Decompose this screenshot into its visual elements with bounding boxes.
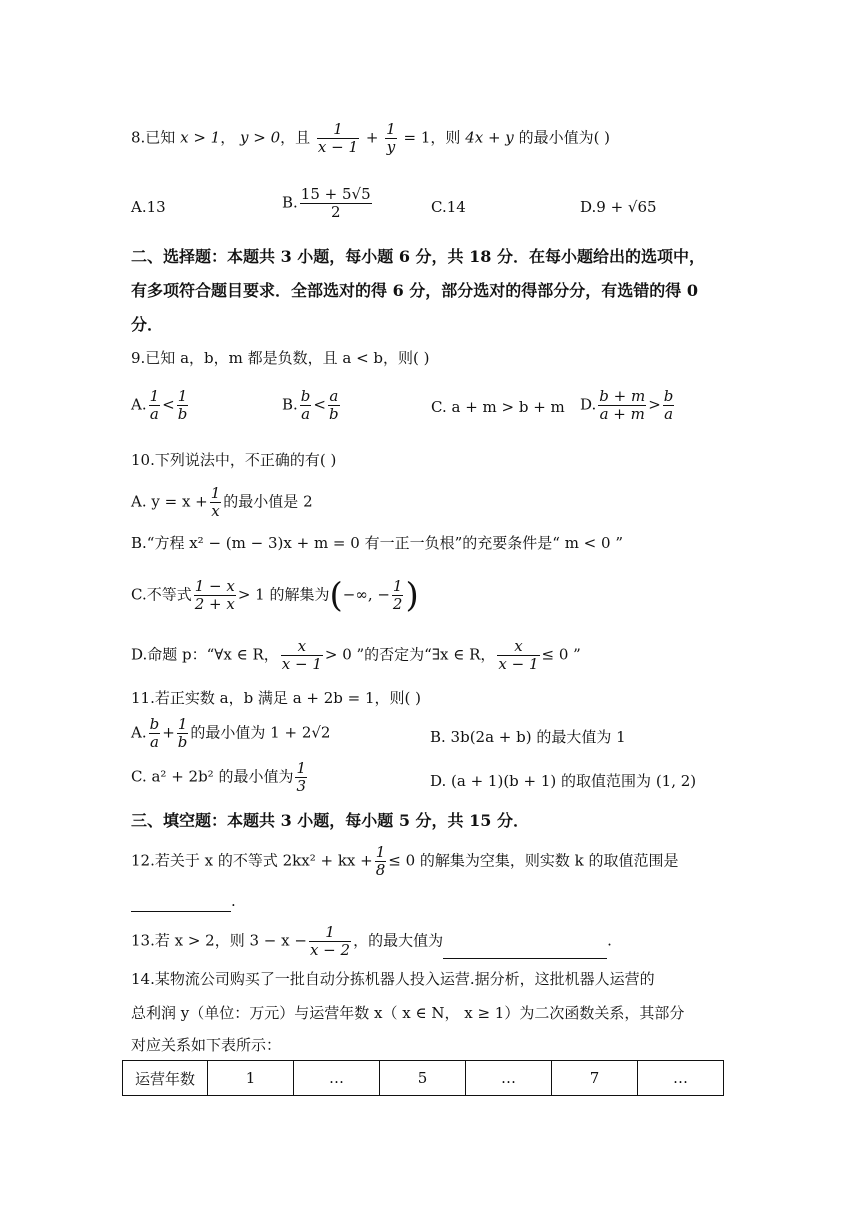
section-3-line-1: 三、填空题：本题共 3 小题，每小题 5 分，共 15 分． xyxy=(131,811,529,830)
q9-option-c: C. a + m > b + m xyxy=(431,398,565,416)
q9-b-op: < xyxy=(313,395,326,414)
question-12-stem xyxy=(131,844,679,879)
q9-d-label: D. xyxy=(580,395,597,414)
q13-post: ，的最大值为 xyxy=(353,931,444,950)
q9-option-b xyxy=(282,388,342,423)
q10-c-interval-num: 1 xyxy=(392,577,403,595)
q11-option-a xyxy=(131,716,330,751)
q8-f2-num: 1 xyxy=(386,120,396,138)
question-8-stem xyxy=(131,121,610,156)
q10-d-frac-2 xyxy=(497,638,539,673)
q10-c-num: 1 − x xyxy=(194,577,235,595)
table-cell: 1 xyxy=(208,1061,294,1096)
q10-c-frac xyxy=(194,578,236,613)
q11-c-den: 3 xyxy=(296,777,307,795)
q8-option-d-label: D. xyxy=(580,198,597,216)
q10-d-den-2: x − 1 xyxy=(498,655,539,673)
q10-d-mid: > 0 ”的否定为“∃x ∈ R， xyxy=(324,645,496,664)
q10-option-d xyxy=(131,638,581,673)
table-header-cell: 运营年数 xyxy=(123,1061,208,1096)
q9-b-n2: a xyxy=(329,387,339,405)
q10-a-pre: A. y = x + xyxy=(131,492,208,511)
q9-a-frac-2 xyxy=(177,388,189,423)
q11-c-frac xyxy=(295,760,307,795)
q8-expression: 4x + y xyxy=(465,128,514,147)
q12-frac xyxy=(375,844,387,879)
table-cell: 5 xyxy=(380,1061,466,1096)
q9-a-n1: 1 xyxy=(149,387,160,405)
q10-c-pre: C.不等式 xyxy=(131,585,192,604)
q9-d-op: > xyxy=(648,395,661,414)
q12-end: . xyxy=(231,892,236,910)
q8-option-b-fraction xyxy=(300,186,372,221)
q9-d-n2: b xyxy=(663,387,674,405)
q8-condition-2: y > 0 xyxy=(240,128,281,147)
q9-a-op: < xyxy=(162,395,175,414)
q9-d-frac-2 xyxy=(663,388,675,423)
q9-b-d2: b xyxy=(328,405,339,423)
q9-a-label: A. xyxy=(131,395,147,414)
q12-answer-line xyxy=(131,890,236,912)
q8-condition-1: x > 1 xyxy=(180,128,221,147)
question-14-line-3: 对应关系如下表所示： xyxy=(131,1036,282,1054)
q8-option-c: C.14 xyxy=(431,198,466,216)
q9-b-label: B. xyxy=(282,395,298,414)
q14-table xyxy=(122,1060,724,1096)
q8-suffix: 的最小值为( ) xyxy=(518,128,611,147)
q8-f1-num: 1 xyxy=(317,121,359,139)
q9-a-n2: 1 xyxy=(177,387,188,405)
q10-c-interval-den: 2 xyxy=(392,595,403,613)
q8-sep-2: ，且 xyxy=(280,128,311,147)
q11-a-d2: b xyxy=(177,733,188,751)
q8-plus: + xyxy=(365,128,379,147)
q11-a-plus: + xyxy=(162,723,175,742)
q12-post: ≤ 0 的解集为空集，则实数 k 的取值范围是 xyxy=(388,851,679,870)
section-2-line-2: 有多项符合题目要求．全部选对的得 6 分，部分选对的得部分分，有选错的得 0 xyxy=(131,281,698,300)
q13-answer-blank[interactable] xyxy=(443,940,607,959)
q9-b-frac-1 xyxy=(300,388,312,423)
q8-f2-den: y xyxy=(386,138,396,156)
q8-option-a: A.13 xyxy=(131,198,166,216)
q10-option-a xyxy=(131,485,313,520)
q11-c-num: 1 xyxy=(296,759,307,777)
q10-c-den: 2 + x xyxy=(194,595,235,613)
q9-option-a xyxy=(131,388,190,423)
table-cell: … xyxy=(466,1061,552,1096)
question-14-line-2: 总利润 y（单位：万元）与运营年数 x（ x ∈ N， x ≥ 1）为二次函数关系，其部分 xyxy=(131,1004,685,1022)
q13-frac xyxy=(309,924,351,959)
q11-a-n2: 1 xyxy=(177,715,188,733)
q9-b-d1: a xyxy=(301,405,311,423)
q10-c-interval-left: −∞, − xyxy=(342,585,390,604)
q9-d-d2: a xyxy=(664,405,674,423)
q12-num: 1 xyxy=(375,843,386,861)
q11-a-d1: a xyxy=(149,733,159,751)
q10-d-den-1: x − 1 xyxy=(281,655,322,673)
q10-d-frac-1 xyxy=(281,638,323,673)
q11-a-n1: b xyxy=(149,715,160,733)
q8-option-b-label: B. xyxy=(282,193,298,212)
q10-c-interval-frac xyxy=(392,578,404,613)
table-row xyxy=(123,1061,724,1096)
q8-f1-den: x − 1 xyxy=(317,138,359,156)
section-2-line-3: 分． xyxy=(131,315,164,334)
q9-a-frac-1 xyxy=(149,388,161,423)
q9-a-d1: a xyxy=(149,405,159,423)
q10-d-num-1: x xyxy=(281,638,323,656)
q11-c-pre: C. a² + 2b² 的最小值为 xyxy=(131,767,294,786)
q8-prefix: 8.已知 xyxy=(131,128,176,147)
q9-b-frac-2 xyxy=(328,388,340,423)
table-cell: 7 xyxy=(552,1061,638,1096)
q8-option-b-num: 15 + 5√5 xyxy=(300,185,371,203)
q11-option-d: D. (a + 1)(b + 1) 的取值范围为 (1, 2) xyxy=(430,772,697,790)
q10-c-right-paren: ) xyxy=(405,575,419,616)
q10-c-left-paren: ( xyxy=(329,575,343,616)
q8-option-b-den: 2 xyxy=(330,203,341,221)
section-2-line-1: 二、选择题：本题共 3 小题，每小题 6 分，共 18 分．在每小题给出的选项中， xyxy=(131,247,705,266)
q9-d-frac-1 xyxy=(598,388,646,423)
q8-option-d-value: 9 + √65 xyxy=(596,198,657,216)
q10-a-post: 的最小值是 2 xyxy=(223,492,313,511)
q9-a-d2: b xyxy=(177,405,188,423)
q10-a-den: x xyxy=(211,502,220,520)
q12-pre: 12.若关于 x 的不等式 2kx² + kx + xyxy=(131,851,373,870)
q11-a-frac-2 xyxy=(177,716,189,751)
q8-fraction-2 xyxy=(385,121,397,156)
q8-equals: = 1 xyxy=(403,128,431,147)
q11-a-post: 的最小值为 1 + 2√2 xyxy=(190,723,331,742)
q10-option-c xyxy=(131,575,419,616)
question-13-stem xyxy=(131,924,612,959)
q9-d-n1: b + m xyxy=(599,387,646,405)
question-9-stem: 9.已知 a，b，m 都是负数，且 a < b，则( ) xyxy=(131,349,430,367)
q11-option-b: B. 3b(2a + b) 的最大值为 1 xyxy=(430,728,626,746)
q10-a-frac xyxy=(210,485,222,520)
q13-num: 1 xyxy=(309,924,351,942)
q13-den: x − 2 xyxy=(309,941,351,959)
q10-option-b: B.“方程 x² − (m − 3)x + m = 0 有一正一负根”的充要条件是“ m < 0 ” xyxy=(131,534,623,552)
q10-a-num: 1 xyxy=(210,484,221,502)
q11-option-c xyxy=(131,760,309,795)
q10-c-mid: > 1 的解集为 xyxy=(237,585,330,604)
q10-d-num-2: x xyxy=(497,638,539,656)
q13-end: . xyxy=(607,931,612,950)
question-11-stem: 11.若正实数 a，b 满足 a + 2b = 1，则( ) xyxy=(131,689,422,707)
q12-answer-blank[interactable] xyxy=(131,893,231,912)
table-cell: … xyxy=(638,1061,724,1096)
q11-a-label: A. xyxy=(131,723,147,742)
q8-sep-1: ， xyxy=(220,128,236,147)
q8-then: ，则 xyxy=(430,128,461,147)
q10-d-post: ≤ 0 ” xyxy=(541,645,581,664)
q9-option-d xyxy=(580,388,676,423)
q8-option-d xyxy=(580,198,657,216)
table-cell: … xyxy=(294,1061,380,1096)
q9-d-d1: a + m xyxy=(599,405,645,423)
q11-a-frac-1 xyxy=(149,716,161,751)
q10-d-pre: D.命题 p：“∀x ∈ R， xyxy=(131,645,279,664)
q9-b-n1: b xyxy=(300,387,311,405)
q13-pre: 13.若 x > 2，则 3 − x − xyxy=(131,931,307,950)
q8-fraction-1 xyxy=(317,121,359,156)
question-10-stem: 10.下列说法中，不正确的有( ) xyxy=(131,451,337,469)
question-14-line-1: 14.某物流公司购买了一批自动分拣机器人投入运营.据分析，这批机器人运营的 xyxy=(131,970,655,988)
q12-den: 8 xyxy=(375,861,386,879)
q8-option-b xyxy=(282,186,374,221)
